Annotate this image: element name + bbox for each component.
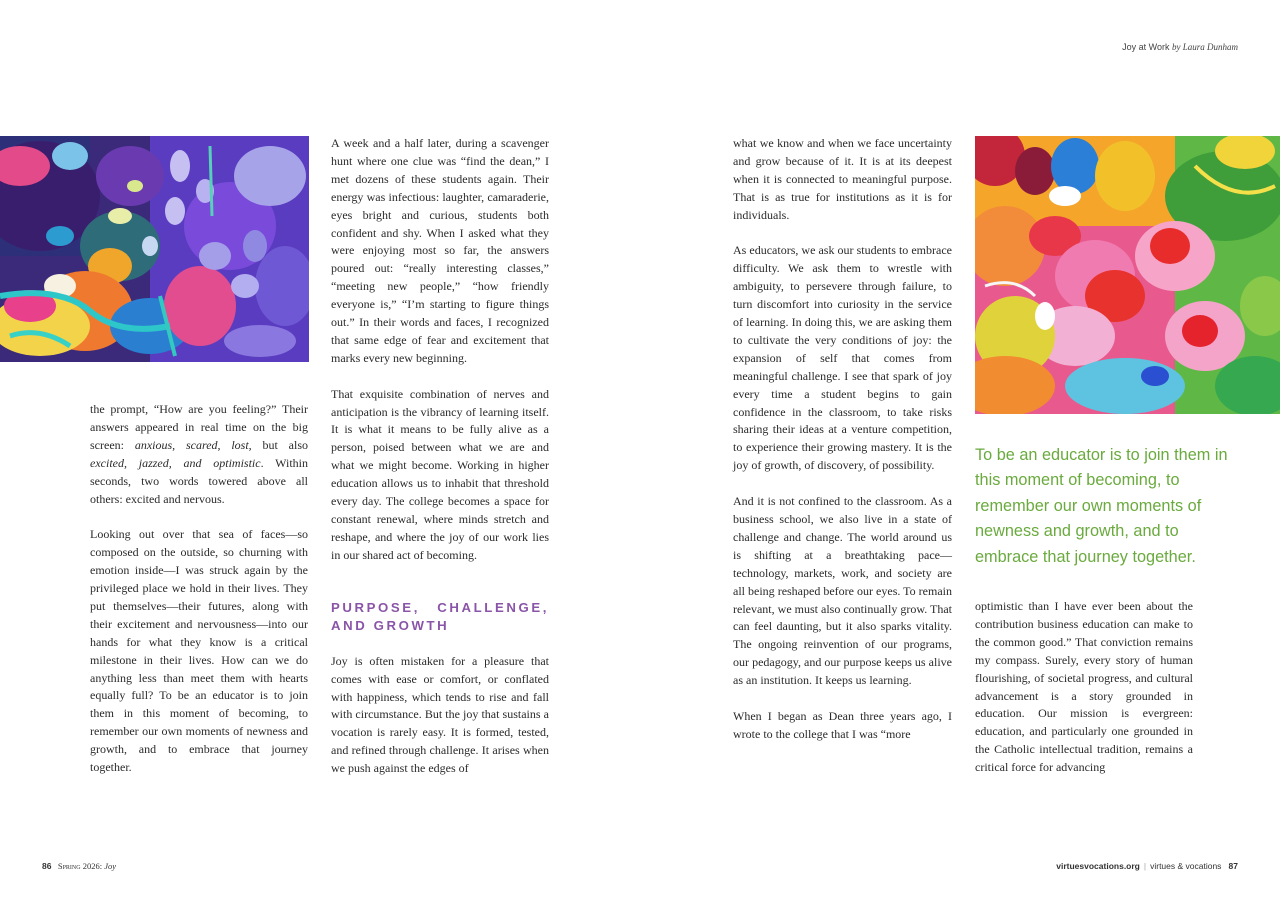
byline: by Laura Dunham (1171, 42, 1238, 52)
pull-quote: To be an educator is to join them in this moment of becoming, to remember our own moments of newness and growth, and to embrace that journey together. (975, 446, 1228, 566)
column-2 (331, 135, 549, 778)
brand-name: virtues & vocations (1150, 861, 1222, 871)
paragraph: Looking out over that sea of faces—so composed on the outside, so churning with emotion inside—I was struck again by the privileged place we hold in their lives. They put themselves—their futures, along with their excitement and nervousness—into our hands for what they know is a critical milestone in their lives. How can we do anything less than meet them with hearts equally full? To be an educator is to join them in this moment of becoming, to remember our own moments of newness and growth, and to embrace that journey together. (90, 527, 308, 775)
website-link[interactable]: virtuesvocations.org (1056, 861, 1140, 871)
issue-label: Spring 2026: (57, 861, 103, 871)
paragraph: As educators, we ask our students to embrace difficulty. We ask them to wrestle with ambiguity, to persevere through failure, to turn discomfort into curiosity in the service of learning. In doing this, we are asking them to cultivate the very conditions of joy: the expansion of self that comes from meaningful challenge. I see that spark of joy every time a student begins to gain confidence in the classroom, to take risks sharing their ideas at a venture competition, to experience their growing mastery. It is the joy of growth, of discovery, of possibility. (733, 243, 952, 473)
issue-theme: Joy (104, 861, 116, 871)
running-head (1122, 42, 1238, 52)
page-number: 86 (42, 861, 52, 871)
section-heading: PURPOSE, CHALLENGE, AND GROWTH (331, 599, 549, 633)
column-3 (733, 135, 952, 744)
folio-separator: | (1143, 861, 1147, 871)
paragraph: That exquisite combination of nerves and anticipation is the vibrancy of learning itself. It is what it means to be fully alive as a person, poised between what we are and what we might become. Working in higher education allows us to inhabit that threshold every day. The college becomes a space for constant renewal, where minds stretch and reshape, and where the joy of our work lies in our shared act of becoming. (331, 386, 549, 562)
article-title: Joy at Work (1122, 42, 1170, 52)
abstract-painting-left (0, 136, 309, 362)
paragraph: the prompt, “How are you feeling?” Their answers appeared in real time on the big screen: anxious, scared, lost, but also excited, jazzed, and optimistic. Within seconds, two words towered above all others: excited and nervous. (90, 402, 309, 506)
column-1 (90, 401, 308, 777)
page-number: 87 (1228, 861, 1238, 871)
paragraph: And it is not confined to the classroom. As a business school, we also live in a state of challenge and change. The world around us is shifting at a breathtaking pace—technology, markets, work, and society are all being reshaped before our eyes. To remain relevant, we must also continually grow. That can feel daunting, but it also sparks vitality. The ongoing reinvention of our programs, our pedagogy, and our purpose keeps us alive as an institution. It keeps us learning. (733, 494, 952, 688)
paragraph: what we know and when we face uncertainty and grow because of it. It is at its deepest when it is connected to meaningful purpose. That is as true for institutions as it is for individuals. (733, 136, 952, 222)
left-folio (42, 861, 116, 871)
paragraph: A week and a half later, during a scavenger hunt where one clue was “find the dean,” I met dozens of these students again. Their energy was infectious: laughter, camaraderie, eyes bright and curious, students both confident and shy. When I asked what they were enjoying most so far, the answers poured out: “really interesting classes,” “meeting new people,” “how friendly everyone is,” “I’m starting to figure things out.” In their words and faces, I recognized that same edge of fear and excitement that marks every new beginning. (331, 136, 549, 365)
column-4 (975, 598, 1193, 777)
abstract-painting-right (975, 136, 1280, 414)
paragraph: optimistic than I have ever been about the contribution business education can make to the common good.” That conviction remains my compass. Surely, every story of human flourishing, of societal progress, and cultural advancement is a story grounded in education. Our mission is evergreen: education, and particularly one grounded in the Catholic intellectual tradition, remains a critical force for advancing (975, 599, 1193, 775)
paragraph: When I began as Dean three years ago, I wrote to the college that I was “more (733, 708, 952, 741)
paragraph: Joy is often mistaken for a pleasure that comes with ease or comfort, or conflated with happiness, which tends to rise and fall with circumstance. But the joy that sustains a vocation is rarely easy. It is formed, tested, and refined through challenge. It arises when we push against the edges of (331, 653, 549, 776)
right-folio (1056, 861, 1238, 871)
